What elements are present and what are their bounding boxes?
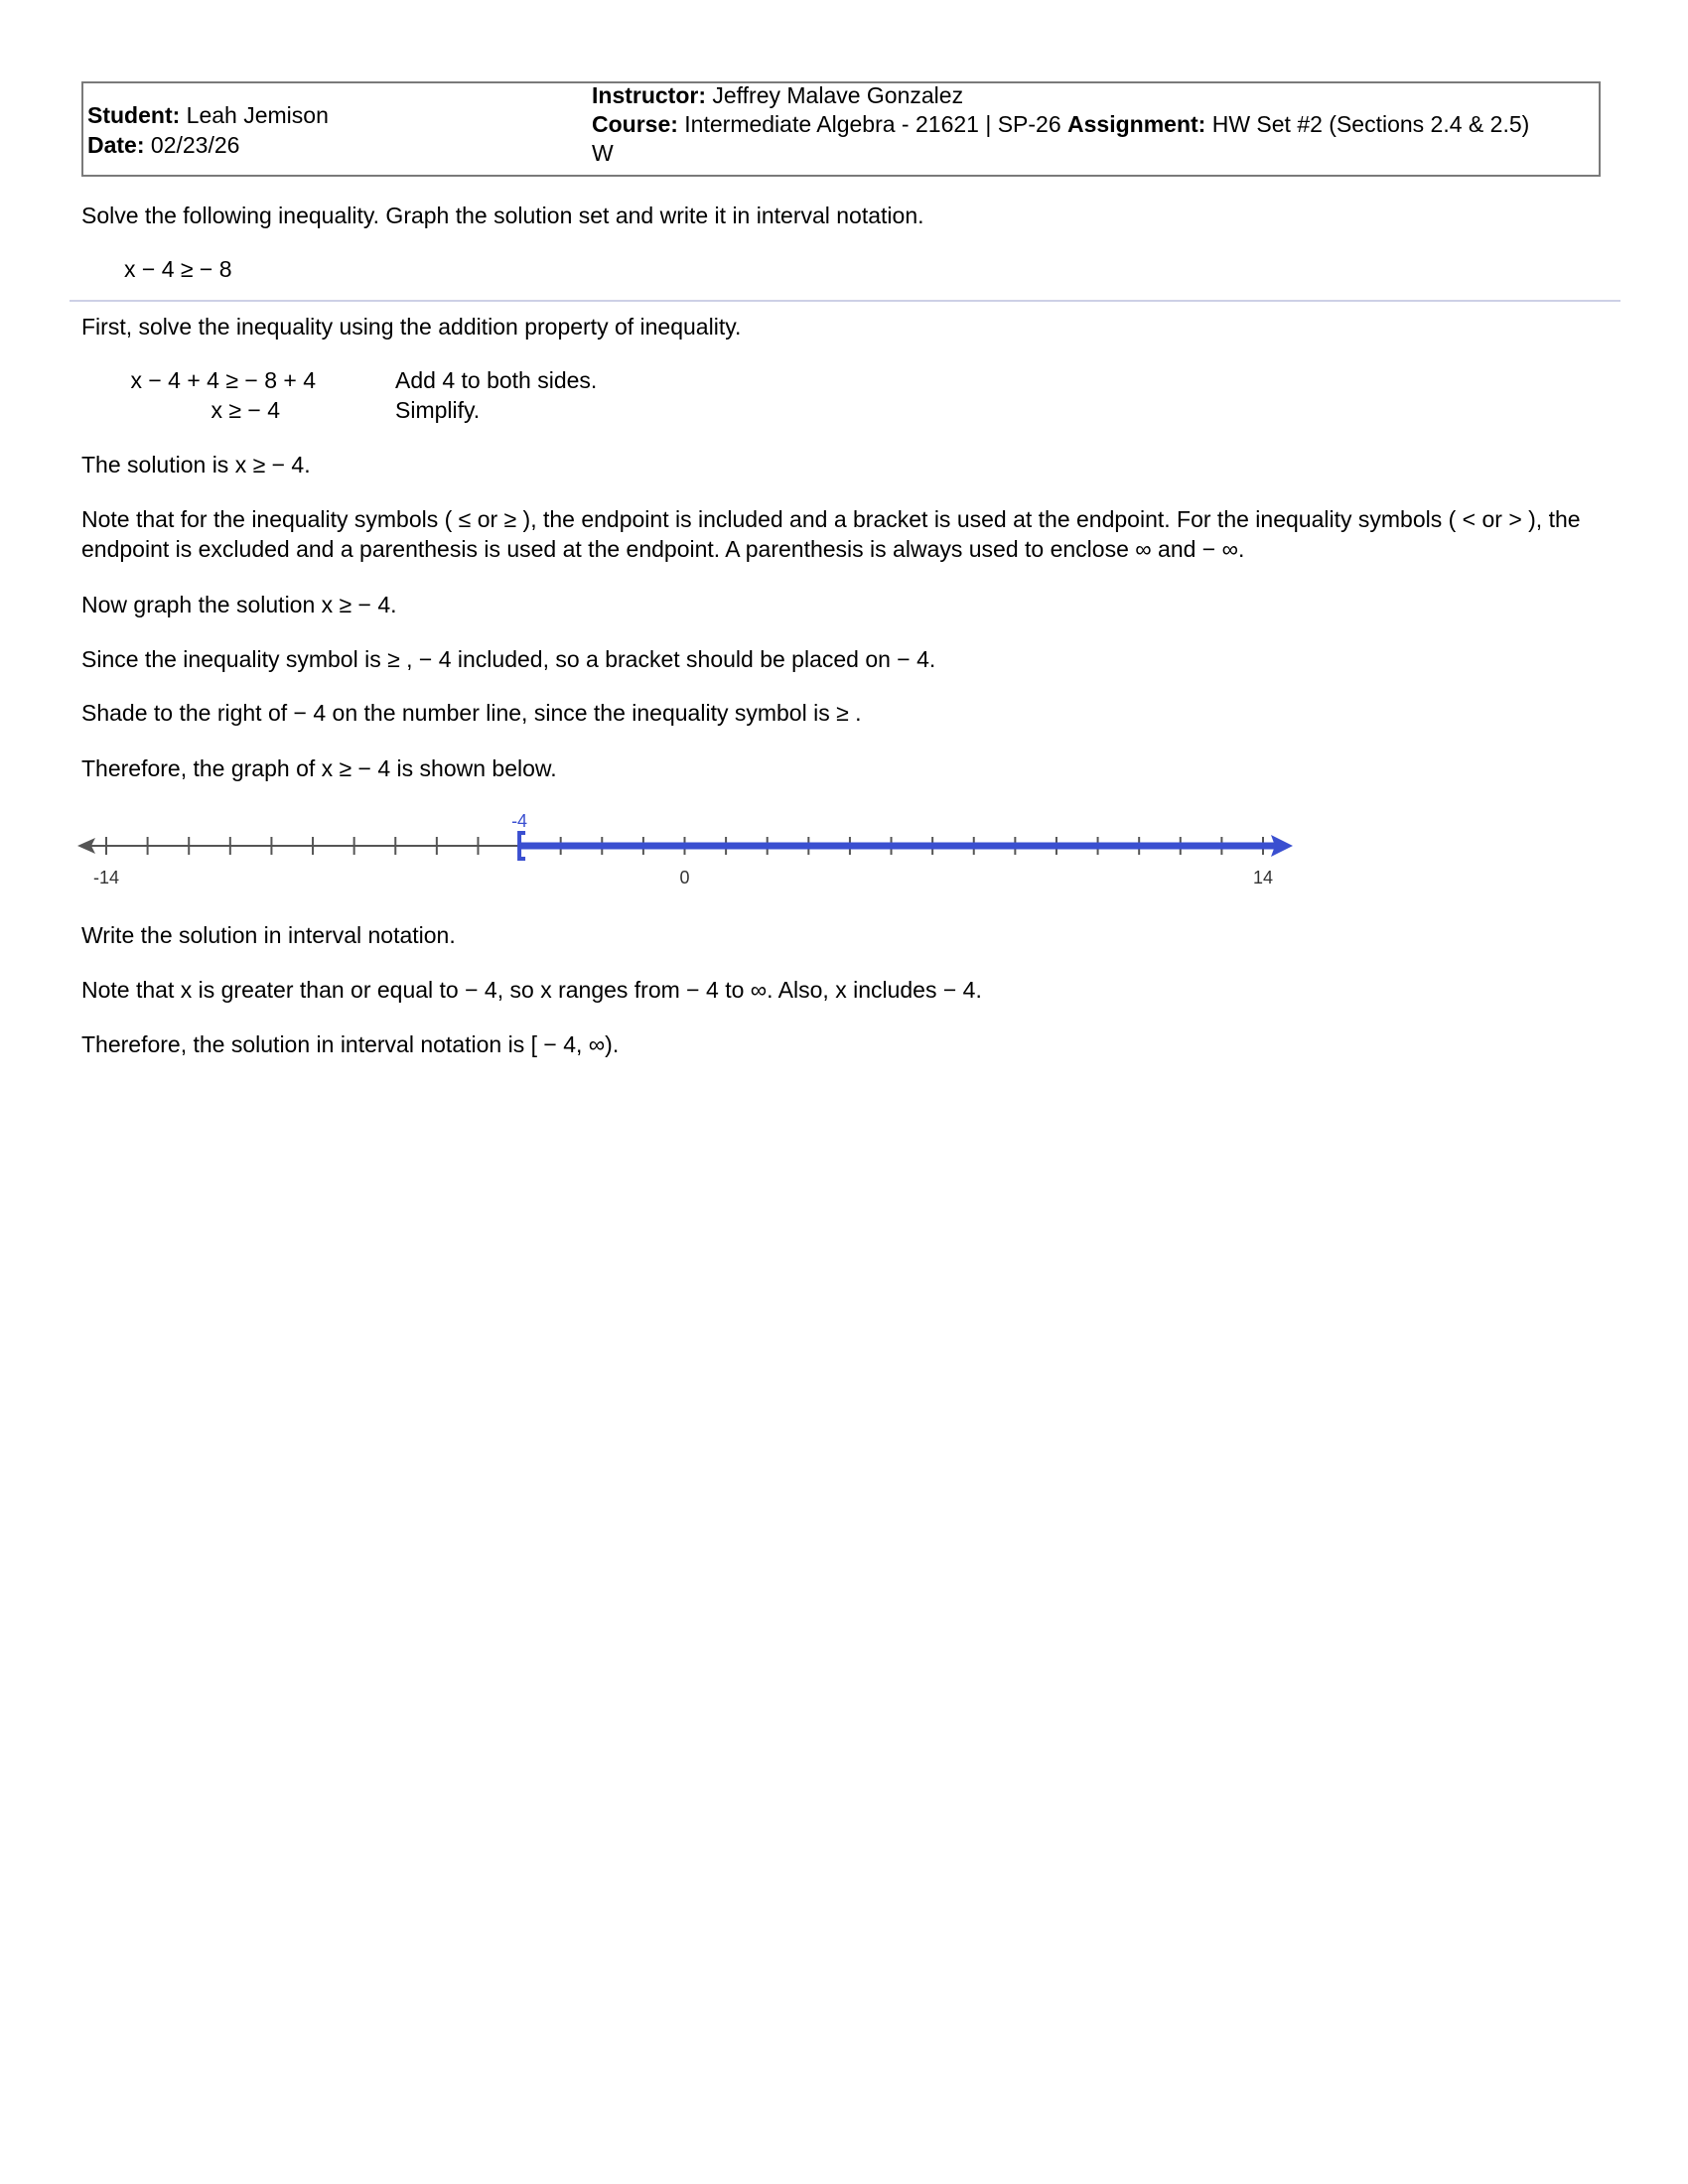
student-line: [87, 100, 329, 130]
tick-label: -14: [92, 868, 120, 887]
problem-instruction: Solve the following inequality. Graph the solution set and write it in interval notation.: [81, 203, 924, 228]
assignment-continued: W: [592, 140, 614, 166]
endpoint-note: Note that for the inequality symbols ( ≤ or ≥ ), the endpoint is included and a bracket is used at the endpoint. For the inequality symbols ( < or > ), the endpoint is excluded and a parenthesis is used at the endpoint. A parenthesis is always used to enclose ∞ and − ∞.: [81, 506, 1581, 562]
course-info: [592, 81, 1529, 168]
course-name: Intermediate Algebra - 21621 | SP-26: [684, 111, 1061, 137]
student-label: Student:: [87, 102, 181, 128]
date-label: Date:: [87, 132, 145, 158]
graph-caption: Therefore, the graph of x ≥ − 4 is shown below.: [81, 755, 557, 781]
assignment-name: HW Set #2 (Sections 2.4 & 2.5): [1211, 111, 1530, 137]
step-1-equation: x − 4 + 4 ≥ − 8 + 4: [130, 367, 316, 393]
course-label: Course:: [592, 111, 678, 137]
final-answer: Therefore, the solution in interval notation is [ − 4, ∞).: [81, 1031, 620, 1057]
solution-statement: The solution is x ≥ − 4.: [81, 452, 311, 478]
solution-intro: First, solve the inequality using the addition property of inequality.: [81, 314, 742, 340]
number-line-graph: [0, 794, 1688, 903]
date-value: 02/23/26: [150, 132, 240, 158]
interval-intro: Write the solution in interval notation.: [81, 922, 456, 948]
graph-intro: Now graph the solution x ≥ − 4.: [81, 592, 397, 617]
tick-label: 14: [1252, 868, 1274, 887]
endpoint-label: -4: [511, 811, 528, 831]
instructor-name: Jeffrey Malave Gonzalez: [712, 82, 964, 108]
course-line: [592, 110, 1529, 139]
student-name: Leah Jemison: [186, 102, 329, 128]
assignment-label: Assignment:: [1067, 111, 1206, 137]
instructor-line: [592, 81, 1529, 110]
step-1-note: Add 4 to both sides.: [395, 367, 598, 393]
step-2-note: Simplify.: [395, 397, 481, 423]
tick-label: 0: [679, 868, 690, 887]
shade-reason: Shade to the right of − 4 on the number line, since the inequality symbol is ≥ .: [81, 700, 862, 726]
header-box: [81, 81, 1601, 177]
separator-line: [70, 300, 1620, 302]
step-2-equation: x ≥ − 4: [211, 397, 280, 423]
problem-inequality: x − 4 ≥ − 8: [124, 256, 232, 282]
instructor-label: Instructor:: [592, 82, 706, 108]
date-line: [87, 130, 329, 160]
range-note: Note that x is greater than or equal to − 4, so x ranges from − 4 to ∞. Also, x includes − 4.: [81, 977, 982, 1003]
student-info: [87, 100, 329, 160]
bracket-reason: Since the inequality symbol is ≥ , − 4 included, so a bracket should be placed on − 4.: [81, 646, 936, 672]
